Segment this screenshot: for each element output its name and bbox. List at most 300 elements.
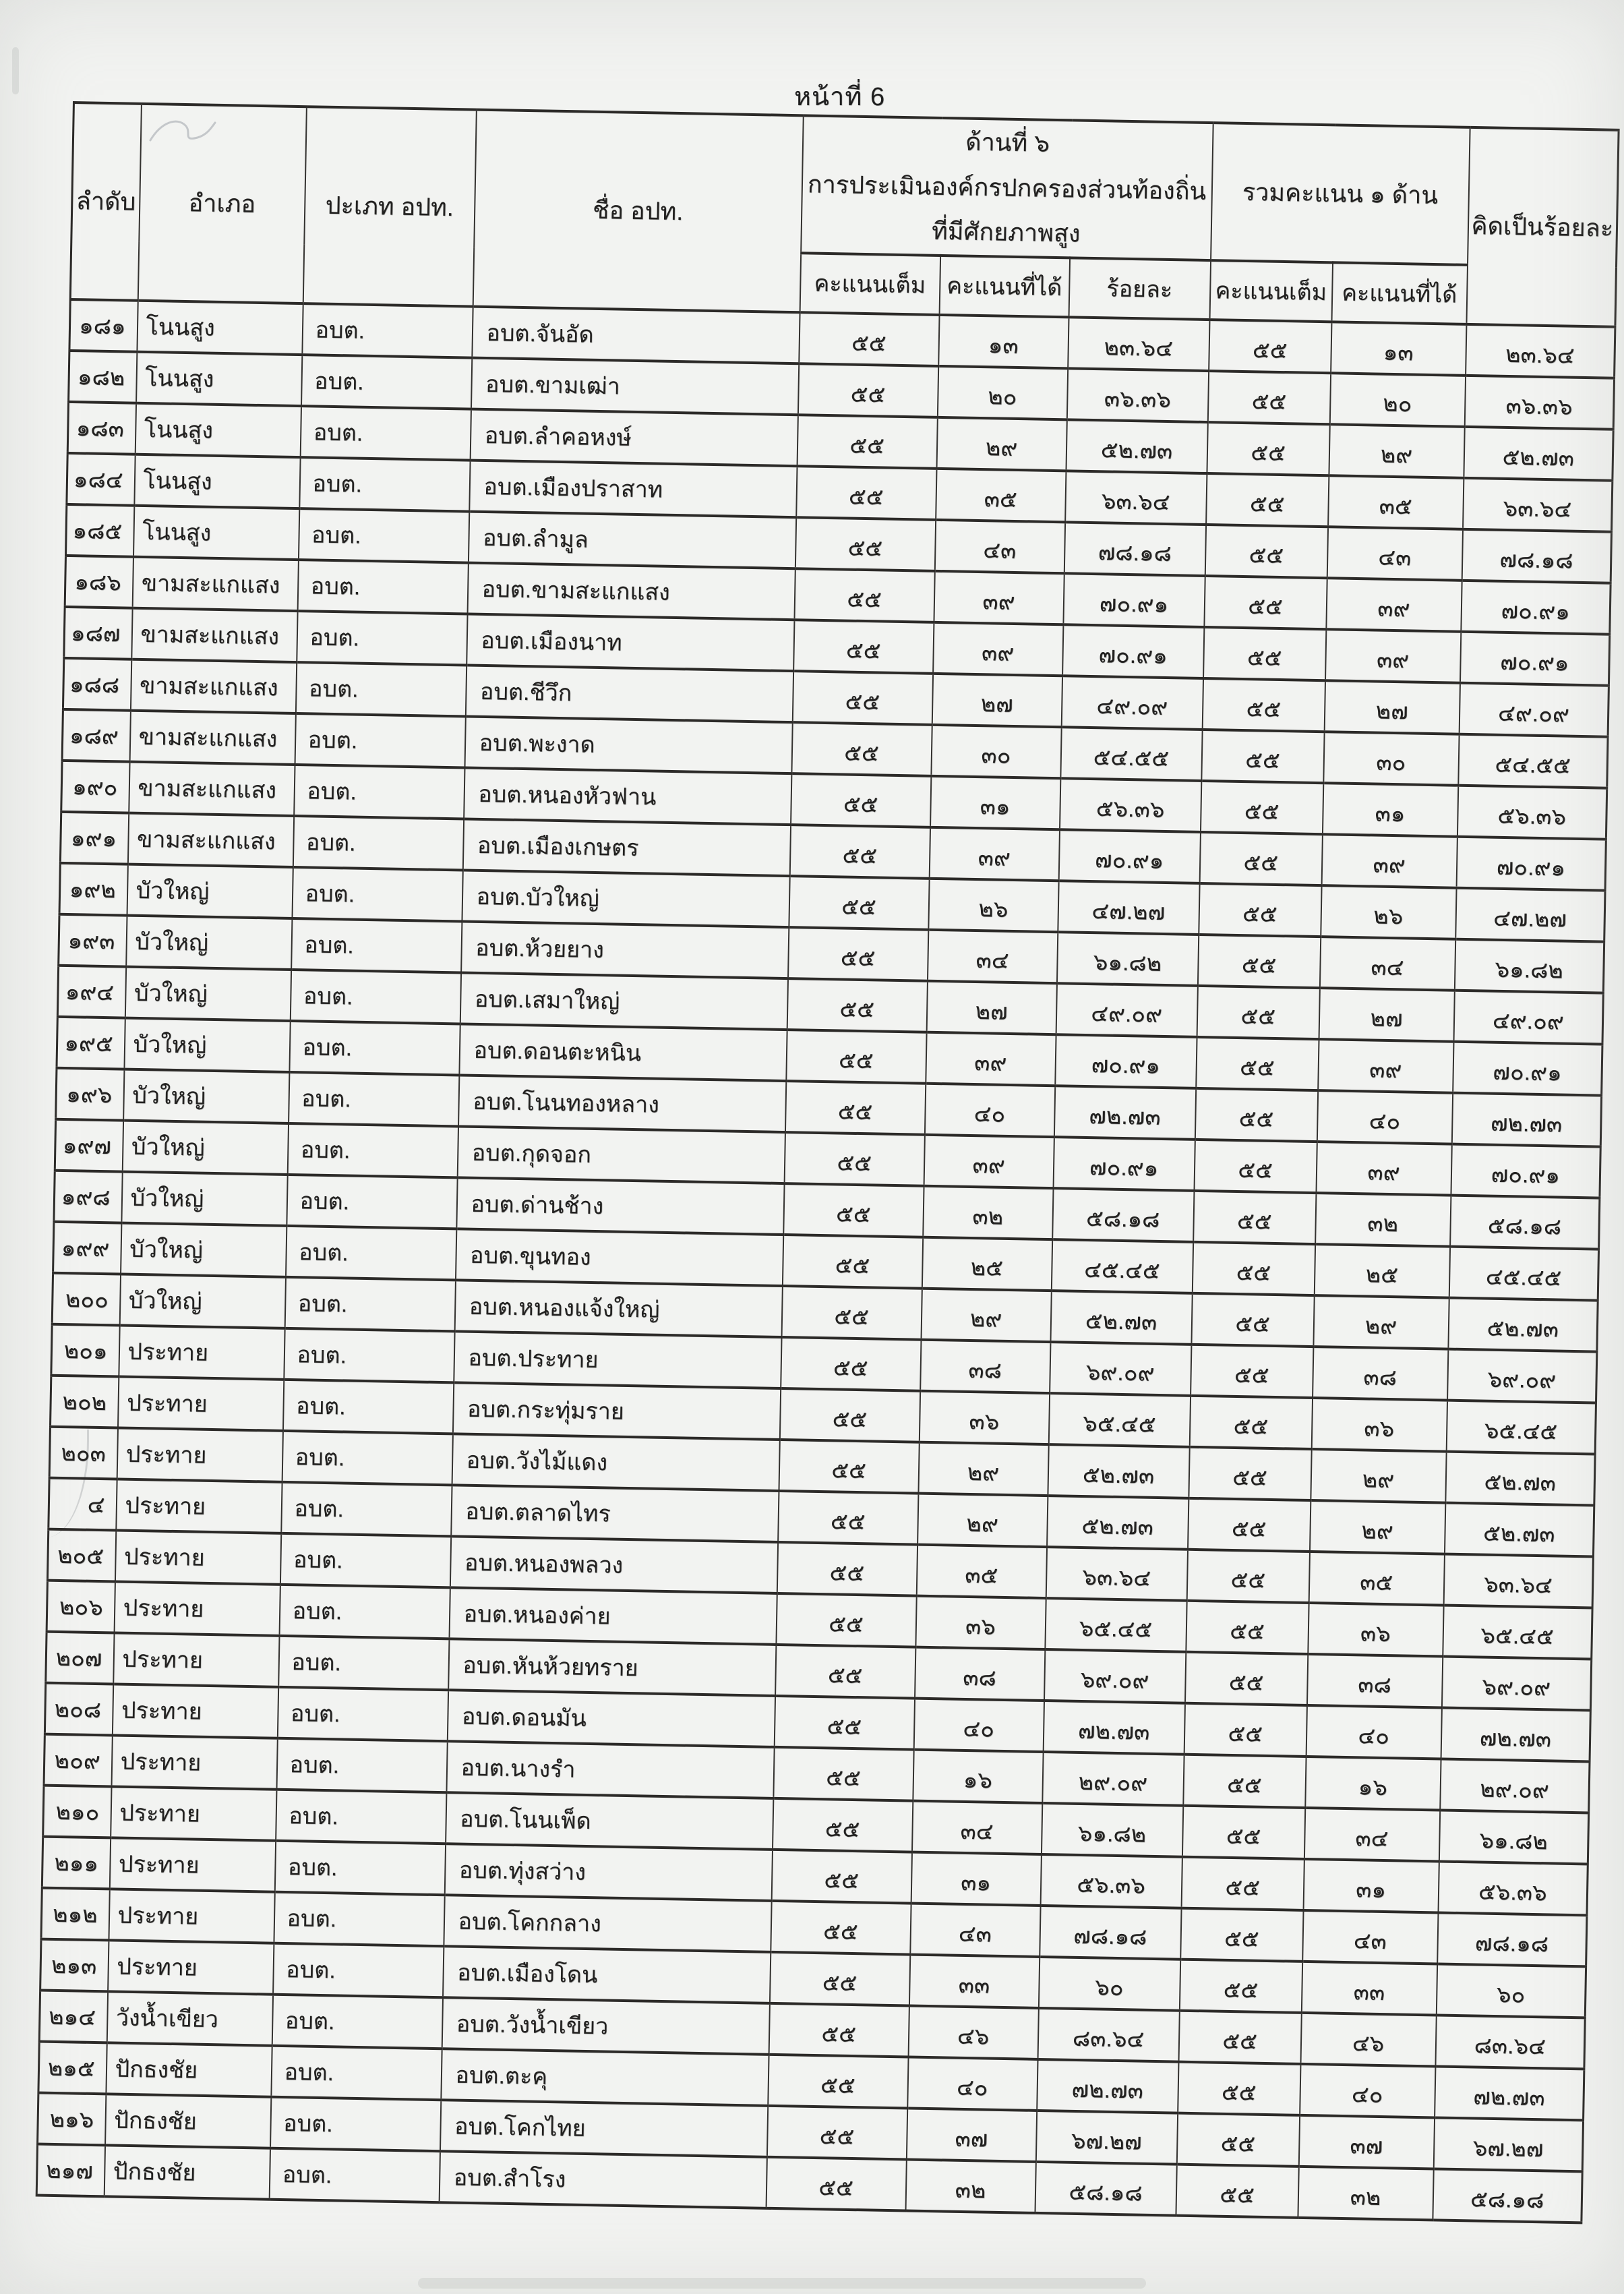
cell-score1: ๓๔ xyxy=(911,1800,1042,1854)
cell-name: อบต.กระทุ่มราย xyxy=(452,1382,780,1440)
cell-score2: ๒๙ xyxy=(1310,1500,1445,1554)
cell-amphoe: บัวใหญ่ xyxy=(119,1274,285,1328)
cell-score2: ๑๓ xyxy=(1331,322,1466,376)
cell-score1: ๓๕ xyxy=(936,469,1066,522)
cell-name: อบต.ดอนตะหนิน xyxy=(459,1024,787,1081)
cell-type: อบต. xyxy=(273,1943,444,1997)
header-full-score-1: คะแนนเต็ม xyxy=(800,253,940,315)
cell-full2: ๕๕ xyxy=(1203,627,1326,680)
cell-score2: ๒๙ xyxy=(1311,1449,1446,1503)
cell-full1: ๕๕ xyxy=(789,825,930,879)
cell-no: ๒๐๐ xyxy=(52,1273,120,1326)
cell-amphoe: โนนสูง xyxy=(137,301,303,355)
cell-full2: ๕๕ xyxy=(1189,1447,1311,1500)
cell-pct1: ๕๔.๕๕ xyxy=(1060,727,1202,781)
cell-full1: ๕๕ xyxy=(774,1696,914,1750)
cell-no: ๒๑๕ xyxy=(38,2041,107,2094)
cell-amphoe: บัวใหญ่ xyxy=(121,1171,287,1225)
cell-full2: ๕๕ xyxy=(1206,473,1329,527)
cell-pct2: ๗๘.๑๘ xyxy=(1437,1912,1587,1966)
cell-pct2: ๖๐ xyxy=(1436,1964,1586,2018)
cell-score1: ๔๐ xyxy=(913,1698,1044,1751)
cell-full2: ๕๕ xyxy=(1196,1037,1319,1090)
cell-name: อบต.โคกไทย xyxy=(440,2100,767,2157)
cell-score1: ๓๑ xyxy=(930,776,1060,829)
cell-score2: ๓๒ xyxy=(1315,1193,1451,1247)
cell-full1: ๕๕ xyxy=(781,1337,921,1391)
cell-type: อบต. xyxy=(281,1482,452,1536)
cell-amphoe: บัวใหญ่ xyxy=(125,966,291,1020)
cell-name: อบต.ตลาดไทร xyxy=(451,1485,779,1542)
cell-full2: ๕๕ xyxy=(1207,371,1330,424)
cell-full2: ๕๕ xyxy=(1191,1345,1313,1398)
cell-amphoe: ประทาย xyxy=(119,1325,284,1379)
cell-name: อบต.ขามเฒ่า xyxy=(471,357,798,415)
cell-no: ๒๐๗ xyxy=(46,1631,114,1684)
cell-full1: ๕๕ xyxy=(788,927,928,981)
cell-no: ๑๘๗ xyxy=(64,607,132,659)
cell-score1: ๓๒ xyxy=(905,2159,1035,2212)
cell-no: ๑๘๘ xyxy=(63,658,131,711)
cell-pct2: ๖๙.๐๙ xyxy=(1441,1656,1591,1710)
cell-amphoe: บัวใหญ่ xyxy=(124,1018,290,1071)
cell-pct2: ๔๗.๒๗ xyxy=(1455,887,1605,941)
cell-pct2: ๕๘.๑๘ xyxy=(1450,1195,1600,1249)
cell-score1: ๓๙ xyxy=(933,622,1063,676)
header-amphoe: อำเภอ xyxy=(138,104,306,303)
cell-type: อบต. xyxy=(269,2148,440,2202)
cell-pct2: ๖๑.๘๒ xyxy=(1439,1810,1588,1864)
cell-full2: ๕๕ xyxy=(1199,883,1321,937)
cell-no: ๒๑๖ xyxy=(38,2092,106,2145)
cell-no: ๑๘๑ xyxy=(69,299,138,352)
cell-full1: ๕๕ xyxy=(769,2003,909,2057)
cell-full2: ๕๕ xyxy=(1182,1805,1304,1858)
cell-full2: ๕๕ xyxy=(1202,678,1325,732)
cell-score1: ๓๕ xyxy=(916,1544,1046,1597)
cell-full1: ๕๕ xyxy=(784,1132,924,1186)
cell-pct2: ๗๒.๗๓ xyxy=(1441,1707,1590,1761)
cell-score1: ๔๐ xyxy=(924,1084,1054,1137)
cell-score1: ๓๖ xyxy=(919,1390,1049,1444)
cell-type: อบต. xyxy=(282,1380,453,1434)
cell-pct1: ๘๓.๖๔ xyxy=(1037,2008,1179,2062)
cell-amphoe: โนนสูง xyxy=(136,352,302,406)
cell-type: อบต. xyxy=(279,1585,450,1639)
cell-full1: ๕๕ xyxy=(771,1901,911,1955)
cell-amphoe: ประทาย xyxy=(115,1530,280,1584)
cell-pct2: ๕๖.๓๖ xyxy=(1457,786,1606,840)
cell-score1: ๔๐ xyxy=(907,2057,1037,2110)
cell-full1: ๕๕ xyxy=(795,517,935,571)
cell-type: อบต. xyxy=(280,1533,450,1587)
cell-score2: ๒๐ xyxy=(1329,373,1465,427)
table-body xyxy=(36,299,1615,2223)
cell-pct1: ๗๒.๗๓ xyxy=(1037,2059,1178,2113)
header-type: ปะเภท อปท. xyxy=(303,107,476,306)
cell-name: อบต.ดอนมัน xyxy=(447,1690,775,1747)
cell-name: อบต.ประทาย xyxy=(454,1331,781,1388)
cell-full1: ๕๕ xyxy=(773,1747,913,1801)
cell-pct2: ๖๓.๖๔ xyxy=(1463,478,1613,532)
cell-full1: ๕๕ xyxy=(778,1491,918,1545)
cell-score2: ๓๑ xyxy=(1303,1859,1439,1913)
cell-score2: ๓๔ xyxy=(1319,937,1455,991)
cell-no: ๑๙๐ xyxy=(61,761,129,813)
cell-name: อบต.โนนเพ็ด xyxy=(446,1792,773,1850)
cell-no: ๔ xyxy=(49,1477,117,1530)
cell-pct1: ๔๗.๒๗ xyxy=(1058,881,1199,935)
cell-full2: ๕๕ xyxy=(1183,1755,1306,1808)
cell-type: อบต. xyxy=(295,662,466,716)
cell-pct1: ๕๘.๑๘ xyxy=(1052,1188,1194,1242)
cell-pct2: ๗๐.๙๑ xyxy=(1453,1041,1602,1095)
cell-type: อบต. xyxy=(276,1738,447,1792)
cell-name: อบต.เมืองโดน xyxy=(443,1946,771,2003)
cell-pct1: ๕๒.๗๓ xyxy=(1048,1444,1189,1498)
cell-score2: ๒๕ xyxy=(1314,1244,1449,1298)
cell-score2: ๓๙ xyxy=(1326,578,1462,632)
cell-pct1: ๖๙.๐๙ xyxy=(1050,1342,1191,1396)
cell-pct1: ๖๕.๔๕ xyxy=(1045,1598,1186,1652)
cell-score1: ๒๙ xyxy=(918,1493,1048,1546)
cell-name: อบต.ขามสะแกแสง xyxy=(467,562,795,620)
cell-score2: ๓๐ xyxy=(1323,732,1459,786)
header-percent: คิดเป็นร้อยละ xyxy=(1466,127,1619,327)
cell-full1: ๕๕ xyxy=(782,1235,922,1289)
cell-amphoe: ปักธงชัย xyxy=(105,2094,271,2148)
cell-amphoe: โนนสูง xyxy=(134,454,300,508)
cell-type: อบต. xyxy=(287,1175,457,1229)
table-header xyxy=(70,102,1619,327)
cell-type: อบต. xyxy=(300,406,471,460)
cell-score1: ๒๕ xyxy=(922,1237,1052,1290)
cell-no: ๑๘๒ xyxy=(69,351,137,403)
cell-score2: ๔๐ xyxy=(1306,1705,1441,1759)
cell-full1: ๕๕ xyxy=(797,415,937,469)
cell-no: ๒๑๒ xyxy=(41,1887,109,1940)
cell-score2: ๓๗ xyxy=(1298,2115,1434,2169)
cell-full1: ๕๕ xyxy=(766,2106,907,2160)
cell-name: อบต.เสมาใหญ่ xyxy=(460,972,787,1030)
cell-pct2: ๒๙.๐๙ xyxy=(1440,1759,1590,1813)
cell-name: อบต.ด่านช้าง xyxy=(456,1177,784,1235)
cell-type: อบต. xyxy=(302,303,473,357)
cell-type: อบต. xyxy=(286,1226,456,1280)
cell-pct2: ๔๙.๐๙ xyxy=(1453,990,1603,1044)
cell-pct2: ๖๗.๒๗ xyxy=(1433,2117,1583,2171)
cell-type: อบต. xyxy=(270,2096,441,2150)
cell-full1: ๕๕ xyxy=(792,671,932,725)
cell-name: อบต.หันห้วยทราย xyxy=(448,1639,776,1696)
cell-name: อบต.พะงาด xyxy=(464,716,792,773)
cell-pct1: ๗๒.๗๓ xyxy=(1054,1086,1195,1140)
cell-type: อบต. xyxy=(295,713,465,767)
cell-full1: ๕๕ xyxy=(776,1593,916,1647)
cell-score1: ๒๗ xyxy=(926,981,1056,1034)
cell-no: ๒๑๑ xyxy=(42,1836,110,1889)
cell-type: อบต. xyxy=(289,1021,460,1075)
cell-type: อบต. xyxy=(277,1687,448,1741)
cell-full2: ๕๕ xyxy=(1188,1498,1311,1552)
cell-full1: ๕๕ xyxy=(779,1440,919,1494)
cell-name: อบต.ห้วยยาง xyxy=(461,921,789,978)
cell-score2: ๓๓ xyxy=(1301,1962,1437,2016)
cell-full1: ๕๕ xyxy=(777,1542,917,1596)
cell-amphoe: บัวใหญ่ xyxy=(123,1069,289,1123)
cell-score2: ๒๙ xyxy=(1329,424,1464,478)
cell-score2: ๓๙ xyxy=(1321,834,1457,888)
cell-name: อบต.ขุนทอง xyxy=(455,1229,783,1286)
cell-pct2: ๔๕.๔๕ xyxy=(1449,1246,1598,1300)
cell-full2: ๕๕ xyxy=(1193,1191,1316,1244)
cell-type: อบต. xyxy=(291,918,462,972)
cell-no: ๑๘๕ xyxy=(66,504,134,557)
cell-full2: ๕๕ xyxy=(1189,1396,1312,1449)
cell-score2: ๓๘ xyxy=(1306,1654,1442,1708)
cell-full1: ๕๕ xyxy=(789,876,929,930)
cell-no: ๑๙๔ xyxy=(57,966,125,1018)
cell-full1: ๕๕ xyxy=(791,722,932,776)
cell-pct1: ๖๕.๔๕ xyxy=(1048,1393,1190,1447)
cell-pct2: ๗๐.๙๑ xyxy=(1460,632,1610,686)
cell-name: อบต.วังน้ำเขียว xyxy=(442,1997,769,2055)
cell-no: ๑๙๘ xyxy=(54,1171,122,1223)
cell-amphoe: ปักธงชัย xyxy=(104,2145,270,2199)
cell-full2: ๕๕ xyxy=(1201,730,1324,783)
cell-type: อบต. xyxy=(284,1328,454,1382)
cell-type: อบต. xyxy=(274,1841,445,1895)
cell-amphoe: ประทาย xyxy=(108,1940,274,1994)
cell-pct1: ๔๙.๐๙ xyxy=(1061,676,1203,730)
cell-amphoe: ประทาย xyxy=(117,1376,283,1430)
cell-full2: ๕๕ xyxy=(1197,935,1320,988)
cell-type: อบต. xyxy=(282,1431,452,1485)
cell-score1: ๓๔ xyxy=(927,930,1057,983)
cell-amphoe: ขามสะแกแสง xyxy=(129,710,295,764)
scan-bleed-smudge xyxy=(418,2278,1146,2289)
header-got-score-1: คะแนนที่ได้ xyxy=(939,256,1070,317)
cell-type: อบต. xyxy=(278,1636,449,1690)
page-number: หน้าที่ 6 xyxy=(794,83,886,111)
cell-full2: ๕๕ xyxy=(1204,576,1327,629)
cell-score2: ๒๗ xyxy=(1319,988,1454,1042)
cell-type: อบต. xyxy=(301,355,472,409)
cell-full1: ๕๕ xyxy=(799,312,939,366)
cell-name: อบต.ทุ่งสว่าง xyxy=(444,1844,772,1901)
cell-pct2: ๒๓.๖๔ xyxy=(1466,324,1615,378)
cell-pct1: ๖๓.๖๔ xyxy=(1046,1547,1187,1601)
cell-pct1: ๖๓.๖๔ xyxy=(1065,471,1207,525)
cell-pct1: ๒๙.๐๙ xyxy=(1042,1752,1184,1806)
header-percent-sub: ร้อยละ xyxy=(1069,258,1211,320)
cell-amphoe: ประทาย xyxy=(109,1837,275,1891)
cell-amphoe: โนนสูง xyxy=(135,403,301,457)
cell-no: ๒๑๗ xyxy=(36,2144,104,2196)
header-full-score-2: คะแนนเต็ม xyxy=(1209,260,1333,322)
cell-name: อบต.เมืองปราสาท xyxy=(469,460,797,517)
cell-name: อบต.เมืองนาท xyxy=(467,614,794,671)
cell-amphoe: บัวใหญ่ xyxy=(126,915,292,969)
cell-name: อบต.เมืองเกษตร xyxy=(462,819,790,876)
cell-full1: ๕๕ xyxy=(794,568,934,622)
cell-pct1: ๖๐ xyxy=(1038,1957,1180,2011)
cell-score1: ๔๖ xyxy=(908,2005,1038,2059)
cell-type: อบต. xyxy=(293,816,463,870)
cell-full1: ๕๕ xyxy=(791,773,931,827)
cell-pct2: ๗๒.๗๓ xyxy=(1451,1092,1601,1146)
cell-name: อบต.บัวใหญ่ xyxy=(462,870,789,927)
cell-full2: ๕๕ xyxy=(1209,320,1331,373)
cell-name: อบต.ตะคุ xyxy=(441,2049,769,2106)
cell-pct1: ๖๑.๘๒ xyxy=(1056,932,1198,986)
cell-amphoe: ประทาย xyxy=(114,1581,280,1635)
header-name: ชื่อ อปท. xyxy=(473,110,803,312)
cell-full2: ๕๕ xyxy=(1201,781,1323,834)
cell-pct2: ๘๓.๖๔ xyxy=(1435,2015,1585,2069)
cell-amphoe: ประทาย xyxy=(111,1786,276,1840)
cell-name: อบต.หนองหัวฟาน xyxy=(464,767,791,825)
cell-pct1: ๖๑.๘๒ xyxy=(1041,1803,1182,1857)
cell-no: ๑๙๒ xyxy=(59,863,127,916)
cell-pct2: ๕๘.๑๘ xyxy=(1433,2169,1582,2223)
cell-type: อบต. xyxy=(284,1277,455,1331)
cell-score1: ๑๖ xyxy=(913,1749,1043,1802)
cell-amphoe: ประทาย xyxy=(113,1633,279,1686)
cell-full2: ๕๕ xyxy=(1191,1293,1314,1347)
cell-full1: ๕๕ xyxy=(787,978,927,1032)
cell-score1: ๓๘ xyxy=(915,1647,1045,1700)
cell-pct1: ๕๘.๑๘ xyxy=(1035,2162,1176,2216)
header-got-score-2: คะแนนที่ได้ xyxy=(1331,262,1468,324)
cell-pct1: ๕๒.๗๓ xyxy=(1066,419,1207,473)
cell-no: ๑๙๙ xyxy=(53,1222,121,1274)
cell-pct2: ๕๒.๗๓ xyxy=(1445,1451,1595,1505)
cell-pct2: ๗๐.๙๑ xyxy=(1451,1144,1600,1198)
cell-type: อบต. xyxy=(271,2045,442,2099)
cell-score1: ๑๓ xyxy=(938,315,1069,368)
cell-name: อบต.โนนทองหลาง xyxy=(458,1075,786,1132)
cell-full2: ๕๕ xyxy=(1192,1242,1315,1295)
cell-score1: ๔๓ xyxy=(910,1903,1040,1956)
cell-score2: ๓๑ xyxy=(1322,783,1457,837)
cell-amphoe: ขามสะแกแสง xyxy=(131,608,297,661)
cell-full2: ๕๕ xyxy=(1176,2164,1298,2217)
cell-amphoe: บัวใหญ่ xyxy=(121,1223,287,1276)
cell-score1: ๓๖ xyxy=(915,1595,1046,1649)
cell-score1: ๒๖ xyxy=(928,879,1058,932)
cell-score2: ๓๙ xyxy=(1318,1039,1453,1093)
cell-full2: ๕๕ xyxy=(1176,2113,1299,2166)
cell-pct1: ๓๖.๓๖ xyxy=(1066,368,1208,422)
cell-no: ๑๘๙ xyxy=(62,709,130,762)
cell-full1: ๕๕ xyxy=(781,1286,922,1340)
cell-pct1: ๗๐.๙๑ xyxy=(1053,1137,1195,1191)
cell-amphoe: ประทาย xyxy=(112,1684,278,1738)
cell-score2: ๒๗ xyxy=(1324,680,1460,734)
cell-amphoe: ขามสะแกแสง xyxy=(132,556,298,610)
cell-no: ๑๙๑ xyxy=(60,812,128,864)
cell-score1: ๓๐ xyxy=(931,725,1061,778)
cell-name: อบต.โคกกลาง xyxy=(444,1895,771,1952)
cell-no: ๒๐๘ xyxy=(44,1682,113,1735)
cell-type: อบต. xyxy=(297,560,468,614)
cell-full1: ๕๕ xyxy=(773,1798,913,1852)
cell-pct2: ๗๘.๑๘ xyxy=(1462,529,1611,583)
cell-score1: ๓๙ xyxy=(924,1135,1054,1188)
cell-pct1: ๕๖.๓๖ xyxy=(1060,778,1201,832)
cell-full1: ๕๕ xyxy=(783,1183,924,1237)
cell-amphoe: ประทาย xyxy=(116,1479,282,1533)
cell-pct1: ๕๒.๗๓ xyxy=(1047,1496,1189,1550)
header-no: ลำดับ xyxy=(70,102,141,301)
cell-pct1: ๗๐.๙๑ xyxy=(1055,1034,1197,1088)
cell-type: อบต. xyxy=(294,765,464,819)
cell-pct2: ๖๑.๘๒ xyxy=(1454,939,1604,993)
cell-pct2: ๗๒.๗๓ xyxy=(1435,2066,1584,2120)
cell-pct2: ๖๙.๐๙ xyxy=(1447,1349,1597,1403)
cell-full1: ๕๕ xyxy=(793,620,934,674)
cell-pct1: ๖๗.๒๗ xyxy=(1035,2111,1177,2165)
cell-type: อบต. xyxy=(292,867,462,921)
cell-pct1: ๔๙.๐๙ xyxy=(1056,983,1197,1037)
cell-amphoe: วังน้ำเขียว xyxy=(107,1991,272,2045)
cell-name: อบต.สำโรง xyxy=(439,2151,766,2208)
cell-full1: ๕๕ xyxy=(796,466,936,520)
cell-pct1: ๔๕.๔๕ xyxy=(1051,1239,1193,1293)
cell-full2: ๕๕ xyxy=(1186,1550,1309,1603)
cell-score2: ๓๘ xyxy=(1313,1347,1448,1401)
cell-score1: ๓๙ xyxy=(934,571,1064,624)
cell-full1: ๕๕ xyxy=(775,1645,915,1699)
scanner-edge-artifact xyxy=(12,47,19,94)
cell-score1: ๓๙ xyxy=(929,827,1059,881)
cell-score1: ๒๙ xyxy=(921,1288,1051,1341)
cell-amphoe: ขามสะแกแสง xyxy=(127,813,293,866)
cell-pct1: ๗๐.๙๑ xyxy=(1058,829,1200,883)
cell-full2: ๕๕ xyxy=(1181,1856,1304,1910)
cell-full2: ๕๕ xyxy=(1180,1908,1303,1961)
cell-name: อบต.หนองแจ้งใหญ่ xyxy=(454,1280,782,1337)
cell-score1: ๓๑ xyxy=(911,1852,1041,1905)
cell-score1: ๓๙ xyxy=(926,1032,1056,1086)
cell-no: ๑๙๕ xyxy=(57,1017,125,1069)
cell-pct1: ๗๘.๑๘ xyxy=(1064,522,1205,576)
cell-type: อบต. xyxy=(274,1892,444,1946)
cell-pct1: ๗๒.๗๓ xyxy=(1043,1701,1184,1755)
cell-score1: ๒๗ xyxy=(932,674,1062,727)
cell-amphoe: ประทาย xyxy=(109,1889,274,1943)
cell-score1: ๓๗ xyxy=(906,2108,1036,2161)
cell-score2: ๓๙ xyxy=(1316,1142,1451,1196)
cell-full2: ๕๕ xyxy=(1194,1140,1317,1193)
cell-no: ๒๐๓ xyxy=(49,1426,117,1479)
header-section6: ด้านที่ ๖ การประเมินองค์กรปกครองส่วนท้องถิ่น ที่มีศักยภาพสูง xyxy=(801,115,1213,260)
cell-score2: ๓๒ xyxy=(1298,2167,1433,2221)
cell-score2: ๓๔ xyxy=(1304,1808,1439,1862)
cell-score1: ๒๙ xyxy=(936,417,1066,471)
cell-full2: ๕๕ xyxy=(1205,525,1327,578)
cell-full2: ๕๕ xyxy=(1178,2061,1300,2115)
cell-no: ๒๐๙ xyxy=(44,1734,112,1786)
cell-full1: ๕๕ xyxy=(768,2055,908,2109)
cell-pct2: ๖๓.๖๔ xyxy=(1443,1554,1593,1608)
cell-pct1: ๒๓.๖๔ xyxy=(1068,317,1209,371)
cell-pct2: ๖๕.๔๕ xyxy=(1446,1400,1596,1454)
cell-pct2: ๖๕.๔๕ xyxy=(1443,1605,1592,1659)
cell-no: ๒๐๒ xyxy=(51,1376,119,1428)
cell-score2: ๓๕ xyxy=(1328,475,1464,529)
